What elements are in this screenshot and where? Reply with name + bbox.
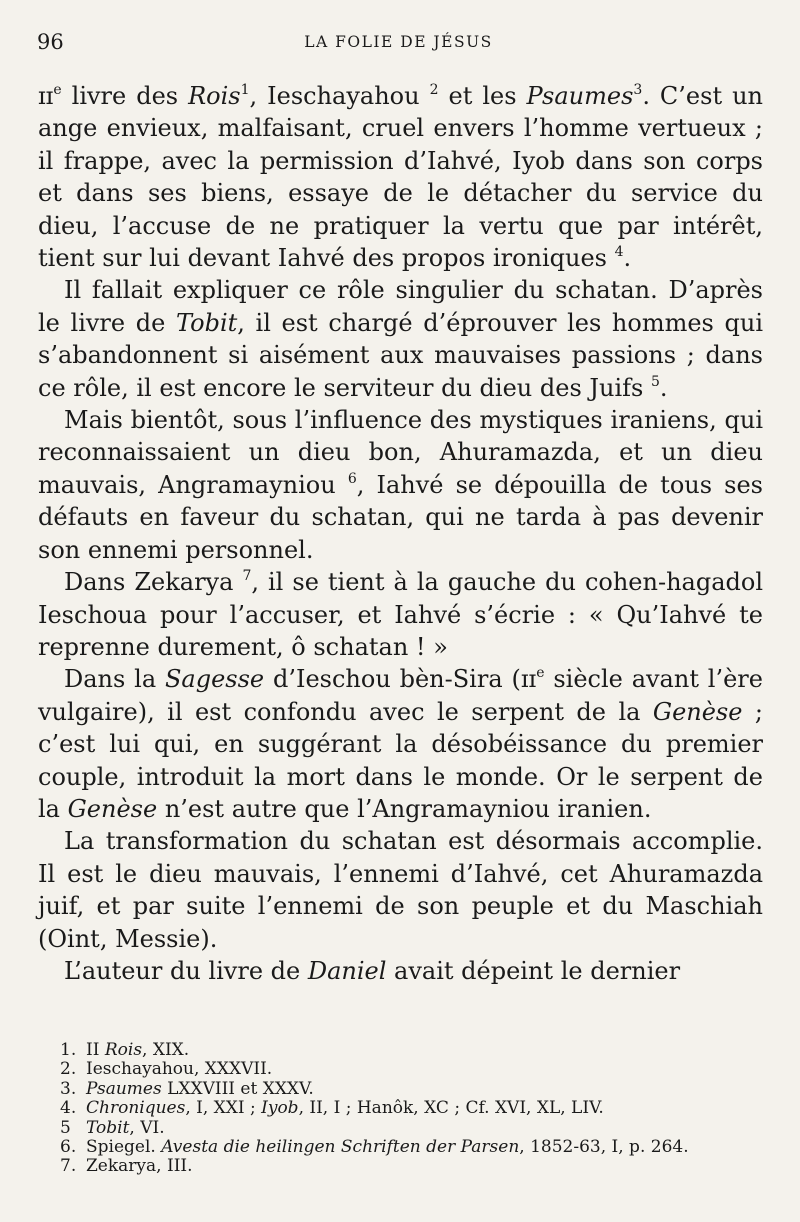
text-run: . <box>623 244 632 273</box>
text-run: La transformation du schatan est désormais accomplie. Il est le dieu mauvais, l’ennemi d’Iahvé, cet Ahuramazda juif, et par suite l’ennemi de son peuple et du Maschiah (Oint, Messie). <box>38 827 763 953</box>
text-run: LXXVIII et XXXV. <box>161 1078 314 1099</box>
footnote-marker: 2 <box>429 82 439 98</box>
paragraph <box>38 404 763 566</box>
running-title: LA FOLIE DE JÉSUS <box>304 33 493 51</box>
paragraph <box>38 663 763 825</box>
paragraph <box>38 955 763 987</box>
text-run: ɪɪ <box>38 82 54 110</box>
footnote-marker: 7 <box>242 568 252 585</box>
italic-title: Chroniques <box>86 1098 186 1119</box>
italic-title: Genèse <box>652 697 743 726</box>
footnote <box>60 1099 760 1118</box>
italic-title: Rois <box>104 1040 143 1060</box>
text-run: Mais bientôt, sous l’influence des mystiques iraniens, qui reconnaissaient un dieu bon, Ahuramazda, et un dieu mauvais, Angramayniou <box>38 406 763 499</box>
footnote-number: 7. <box>60 1156 77 1177</box>
text-run: Ieschayahou, XXXVII. <box>86 1059 273 1080</box>
italic-title: Tobit <box>175 308 238 337</box>
text-run: , XIX. <box>142 1040 190 1060</box>
footnote <box>60 1119 760 1138</box>
text-run: ; c’est lui qui, en suggérant la désobéissance du premier couple, introduit la mort dans le monde. Or le serpent de la <box>38 697 763 823</box>
body-text <box>38 80 763 987</box>
italic-title: Genèse <box>67 794 158 823</box>
italic-title: Sagesse <box>164 665 265 694</box>
text-run: . C’est un ange envieux, malfaisant, cruel envers l’homme vertueux ; il frappe, avec la permission d’Iahvé, Iyob dans son corps et dans ses biens, essaye de le détacher du service du dieu, l’accuse de ne pratiquer la vertu que par intérêt, tient sur lui devant Iahvé des propos ironiques <box>38 82 763 273</box>
text-run: Il fallait expliquer ce rôle singulier du schatan. D’après le livre de <box>38 276 763 337</box>
paragraph <box>38 274 763 404</box>
italic-title: Psaumes <box>86 1078 162 1099</box>
footnote-marker: 6 <box>347 470 357 487</box>
paragraph <box>38 80 763 274</box>
text-run: Spiegel. <box>86 1137 162 1158</box>
text-run: et les <box>438 82 527 110</box>
italic-title: Daniel <box>307 956 387 985</box>
page-number: 96 <box>37 30 64 54</box>
text-run: , VI. <box>129 1117 165 1138</box>
text-run: n’est autre que l’Angramayniou iranien. <box>157 794 652 823</box>
footnote-marker: e <box>53 82 62 98</box>
text-run: Zekarya, III. <box>86 1156 193 1177</box>
italic-title: Tobit <box>86 1117 130 1138</box>
paragraph <box>38 566 763 663</box>
text-run: L’auteur du livre de <box>64 956 308 985</box>
text-run: , il est chargé d’éprouver les hommes qui s’abandonnent si aisément aux mauvaises passions ; dans ce rôle, il est encore le serviteur du dieu des Juifs <box>38 308 763 402</box>
footnote <box>60 1060 760 1079</box>
text-run: d’Ieschou bèn-Sira (ɪɪ <box>264 665 537 694</box>
text-run: , II, I ; Hanôk, XC ; Cf. XVI, XL, LIV. <box>298 1098 604 1119</box>
footnote <box>60 1157 760 1176</box>
text-run: , Iahvé se dépouilla de tous ses défauts en faveur du schatan, qui ne tarda à pas devenir son ennemi personnel. <box>38 470 763 564</box>
italic-title: Rois <box>188 82 241 110</box>
paragraph <box>38 825 763 955</box>
text-run: , I, XXI ; <box>185 1098 262 1119</box>
text-run: , il se tient à la gauche du cohen-hagadol Ieschoua pour l’accuser, et Iahvé s’écrie : « Qu’Iahvé te reprenne durement, ô schatan ! » <box>38 568 764 661</box>
footnote-number: 1. <box>60 1040 77 1060</box>
footnote-marker: 4 <box>614 244 624 261</box>
footnote-marker: e <box>536 665 545 682</box>
footnotes <box>60 1041 760 1177</box>
italic-title: Psaumes <box>526 82 634 110</box>
footnote-number: 4. <box>60 1098 77 1119</box>
footnote-number: 6. <box>60 1137 77 1158</box>
text-run: Dans Zekarya <box>64 568 243 597</box>
text-run: siècle avant l’ère vulgaire), il est confondu avec le serpent de la <box>38 665 763 726</box>
text-run: . <box>659 373 668 402</box>
text-run: , Ieschayahou <box>249 82 430 110</box>
text-run: livre des <box>61 82 189 110</box>
footnote-marker: 1 <box>240 82 250 98</box>
footnote <box>60 1080 760 1099</box>
text-run: , 1852-63, I, p. 264. <box>519 1137 689 1158</box>
footnote-number: 5 <box>60 1117 71 1138</box>
footnote-number: 3. <box>60 1078 77 1099</box>
footnote-marker: 5 <box>650 373 660 390</box>
footnote-marker: 3 <box>633 82 643 98</box>
page-header <box>37 30 760 60</box>
footnote <box>60 1041 760 1060</box>
text-run: avait dépeint le dernier <box>386 956 681 985</box>
text-run: Dans la <box>64 665 165 694</box>
footnote <box>60 1138 760 1157</box>
italic-title: Iyob <box>261 1098 299 1119</box>
footnote-number: 2. <box>60 1059 77 1080</box>
text-run: II <box>86 1040 105 1060</box>
italic-title: Avesta die heilingen Schriften der Parsen <box>161 1137 520 1158</box>
